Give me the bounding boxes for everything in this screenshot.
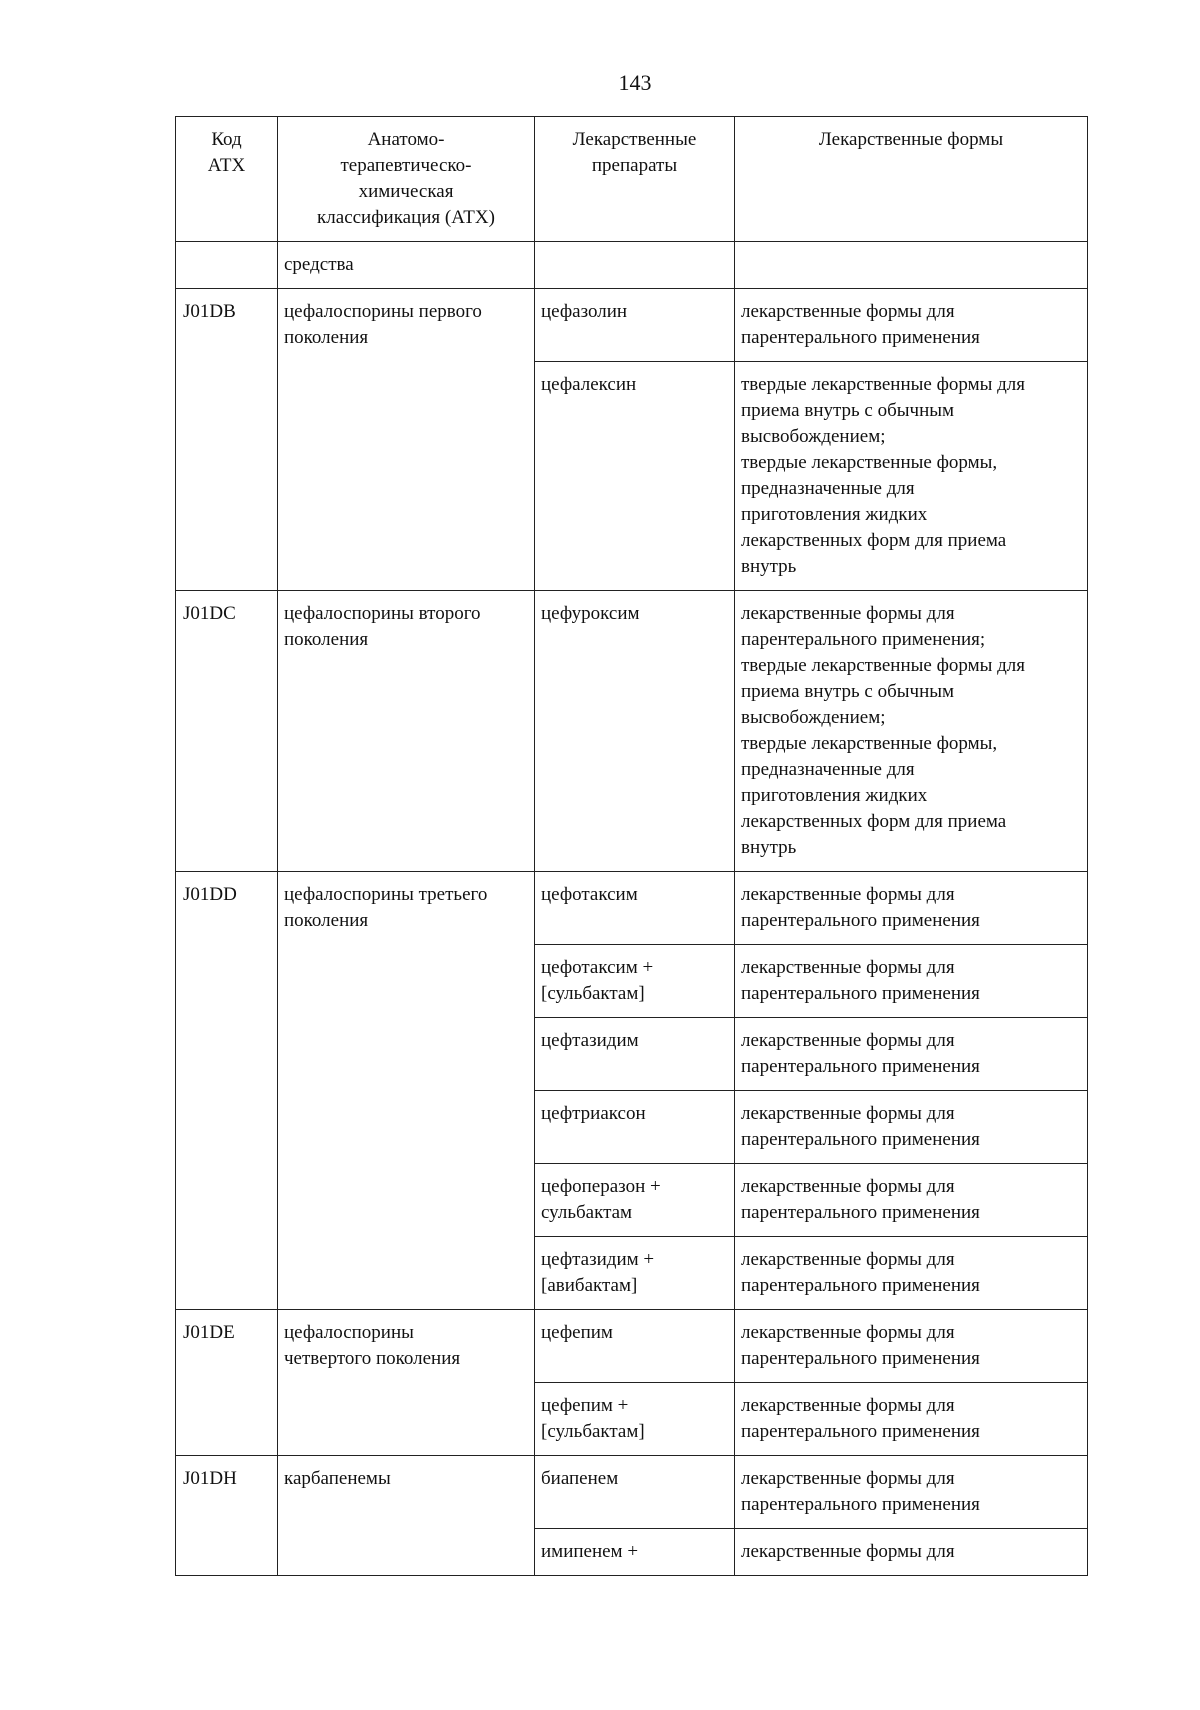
- classification-cell: карбапенемы: [278, 1456, 535, 1576]
- atx-classification-table: [175, 116, 1088, 1576]
- page-number: 143: [618, 70, 652, 95]
- table-row: [176, 872, 1088, 945]
- forms-cell: лекарственные формы для парентерального применения: [735, 1383, 1088, 1456]
- forms-cell: лекарственные формы для парентерального применения; твердые лекарственные формы для приема внутрь с обычным высвобождением; твердые лекарственные формы, предназначенные для приготовления жидких лекарственных форм для приема внутрь: [735, 591, 1088, 872]
- forms-cell: лекарственные формы для парентерального применения: [735, 1018, 1088, 1091]
- header-forms: Лекарственные формы: [735, 117, 1088, 242]
- header-code: Код АТХ: [176, 117, 278, 242]
- forms-cell: лекарственные формы для парентерального применения: [735, 872, 1088, 945]
- drug-cell: цефуроксим: [535, 591, 735, 872]
- forms-cell: лекарственные формы для парентерального применения: [735, 289, 1088, 362]
- table-row: [176, 1456, 1088, 1529]
- drug-cell: цефазолин: [535, 289, 735, 362]
- code-cell: J01DD: [176, 872, 278, 1310]
- code-cell: J01DE: [176, 1310, 278, 1456]
- forms-cell: лекарственные формы для парентерального применения: [735, 1310, 1088, 1383]
- drug-cell: цефепим + [сульбактам]: [535, 1383, 735, 1456]
- code-cell: J01DB: [176, 289, 278, 591]
- forms-cell: лекарственные формы для парентерального применения: [735, 945, 1088, 1018]
- code-cell: J01DC: [176, 591, 278, 872]
- drug-cell: цефалексин: [535, 362, 735, 591]
- drug-cell: биапенем: [535, 1456, 735, 1529]
- forms-cell: лекарственные формы для парентерального применения: [735, 1237, 1088, 1310]
- drug-cell: цефотаксим + [сульбактам]: [535, 945, 735, 1018]
- classification-cell: цефалоспорины первого поколения: [278, 289, 535, 591]
- drug-cell: имипенем +: [535, 1529, 735, 1576]
- table-row: [176, 1310, 1088, 1383]
- forms-cell: лекарственные формы для: [735, 1529, 1088, 1576]
- forms-cell: лекарственные формы для парентерального применения: [735, 1164, 1088, 1237]
- table-row: [176, 242, 1088, 289]
- forms-cell: лекарственные формы для парентерального применения: [735, 1091, 1088, 1164]
- drug-cell: цефепим: [535, 1310, 735, 1383]
- drug-cell: цефтриаксон: [535, 1091, 735, 1164]
- drug-cell: [535, 242, 735, 289]
- forms-cell: твердые лекарственные формы для приема внутрь с обычным высвобождением; твердые лекарственные формы, предназначенные для приготовления жидких лекарственных форм для приема внутрь: [735, 362, 1088, 591]
- code-cell: J01DH: [176, 1456, 278, 1576]
- classification-cell: цефалоспорины третьего поколения: [278, 872, 535, 1310]
- table-header-row: [176, 117, 1088, 242]
- code-cell: [176, 242, 278, 289]
- header-classification: Анатомо- терапевтическо- химическая классификация (АТХ): [278, 117, 535, 242]
- drug-cell: цефтазидим + [авибактам]: [535, 1237, 735, 1310]
- drug-cell: цефотаксим: [535, 872, 735, 945]
- classification-cell: цефалоспорины второго поколения: [278, 591, 535, 872]
- table-row: [176, 289, 1088, 362]
- forms-cell: лекарственные формы для парентерального применения: [735, 1456, 1088, 1529]
- header-drugs: Лекарственные препараты: [535, 117, 735, 242]
- classification-cell: цефалоспорины четвертого поколения: [278, 1310, 535, 1456]
- table-row: [176, 591, 1088, 872]
- classification-cell: средства: [278, 242, 535, 289]
- drug-cell: цефоперазон + сульбактам: [535, 1164, 735, 1237]
- forms-cell: [735, 242, 1088, 289]
- drug-cell: цефтазидим: [535, 1018, 735, 1091]
